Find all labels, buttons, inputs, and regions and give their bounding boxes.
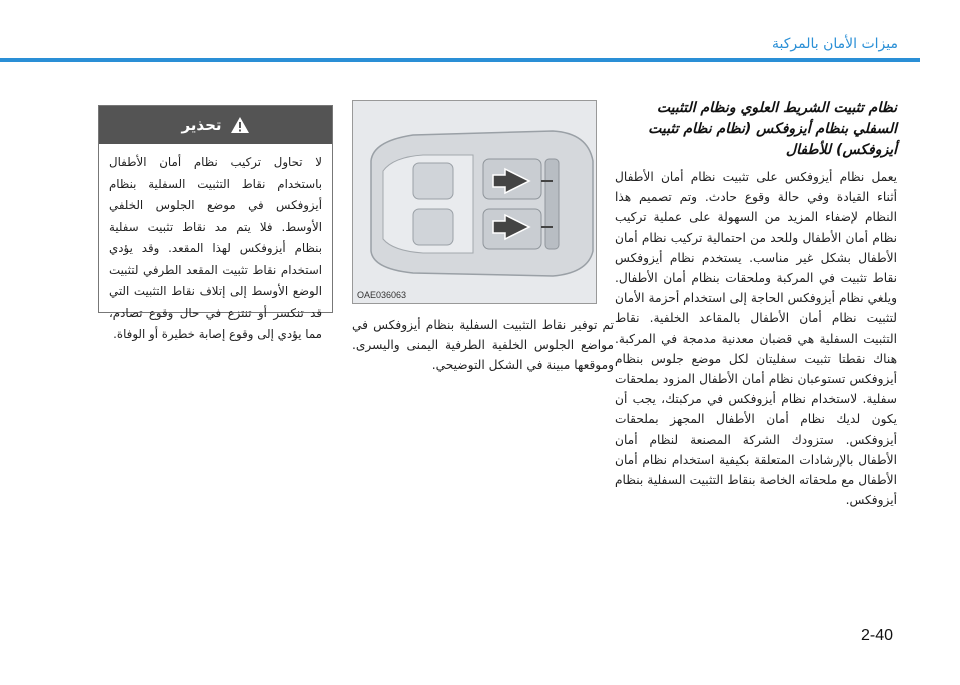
- warning-box: [98, 105, 333, 341]
- car-interior-illustration: [353, 101, 596, 303]
- warning-text: لا تحاول تركيب نظام أمان الأطفال باستخدام نقاط التثبيت السفلية بنظام أيزوفكس في موضع الجلوس الخلفي الأوسط. فلا يتم مد نقاط تثبيت سفلية بنظام أيزوفكس لهذا المقعد. وقد يؤدي استخدام نقاط تثبيت المقعد الطرفي لتثبيت الوضع الأوسط إلى إتلاف نقاط التثبيت التي قد تنكسر أو تنتزع في حال وقوع تصادم، مما يؤدي إلى وقوع إصابة خطيرة أو الوفاة.: [109, 155, 322, 341]
- figure-caption-block: [352, 315, 614, 376]
- figure-caption: تم توفير نقاط التثبيت السفلية بنظام أيزوفكس في مواضع الجلوس الخلفية الطرفية اليمنى واليسرى. وموقعها مبينة في الشكل التوضيحي.: [352, 318, 614, 373]
- section-body: يعمل نظام أيزوفكس على تثبيت نظام أمان الأطفال أثناء القيادة وفي حالة وقوع حادث. وتم تصميم هذا النظام لإضفاء المزيد من السهولة على عملية تركيب نظام أمان الأطفال وللحد من احتمالية تركيب نظام أمان الأطفال بشكل غير مناسب. يستخدم نظام أيزوفكس نقاط تثبيت في المركبة وملحقات بنظام أمان الأطفال. ويلغي نظام أيزوفكس الحاجة إلى استخدام أحزمة الأمان لتثبيت نظام أمان الأطفال بالمقاعد الخلفية. نقاط التثبيت السفلية هي قضبان معدنية مدمجة في المركبة. هناك نقطتا تثبيت سفليتان لكل موضع جلوس بنظام أيزوفكس تستوعبان نظام أمان الأطفال المزود بملحقات سفلية. لاستخدام نظام أيزوفكس في مركبتك، يجب أن يكون لديك نظام أمان الأطفال المجهز بملحقات أيزوفكس. ستزودك الشركة المصنعة لنظام أمان الأطفال بالإرشادات المتعلقة بكيفية استخدام نظام أمان الأطفال مع ملحقاته الخاصة بنقاط التثبيت السفلية بنظام أيزوفكس.: [615, 170, 897, 508]
- figure-code: OAE036063: [357, 290, 407, 300]
- isofix-figure: [352, 100, 597, 304]
- chapter-title: ميزات الأمان بالمركبة: [772, 36, 898, 52]
- page-number: 2-40: [861, 627, 894, 644]
- warning-header: [99, 106, 332, 144]
- warning-label: تحذير: [181, 116, 222, 134]
- section-heading: نظام تثبيت الشريط العلوي ونظام التثبيت السفلي بنظام أيزوفكس (نظام نظام تثبيت أيزوفكس) للأطفال: [648, 100, 897, 158]
- header-divider: [0, 58, 920, 62]
- warning-triangle-icon: [230, 116, 250, 134]
- isofix-section: [615, 98, 897, 510]
